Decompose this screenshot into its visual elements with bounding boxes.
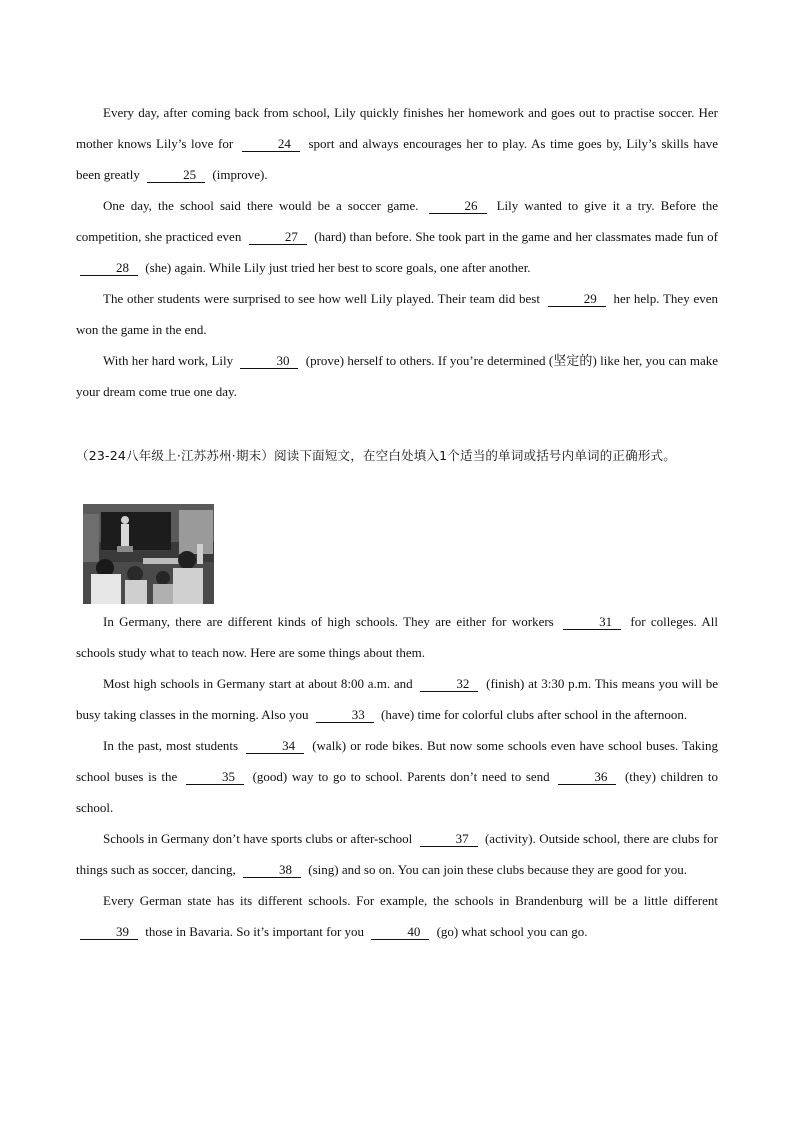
blank-34[interactable]: 34 [246, 739, 304, 754]
blank-27[interactable]: 27 [249, 230, 307, 245]
paragraph: The other students were surprised to see how well Lily played. Their team did best 29 her help. They even won the game in the end. [76, 291, 719, 337]
paragraph: Every German state has its different schools. For example, the schools in Brandenburg will be a little different 39 those in Bavaria. So it’s important for you 40 (go) what school you can go. [76, 885, 718, 947]
blank-36[interactable]: 36 [558, 770, 616, 785]
classroom-photo [83, 504, 214, 604]
blank-31[interactable]: 31 [563, 615, 621, 630]
paragraph: Most high schools in Germany start at about 8:00 a.m. and 32 (finish) at 3:30 p.m. This means you will be busy taking classes in the morning. Also you 33 (have) time for colorful clubs after school in the afternoon. [76, 676, 718, 722]
paragraph: In the past, most students 34 (walk) or rode bikes. But now some schools even have school buses. Taking school buses is the 35 (good) way to go to school. Parents don’t need to send 36 (they) children to school. [76, 738, 719, 815]
blank-29[interactable]: 29 [548, 292, 606, 307]
paragraph: With her hard work, Lily 30 (prove) herself to others. If you’re determined (坚定的) like her, you can make your dream come true one day. [76, 353, 718, 399]
paragraph: Every day, after coming back from school, Lily quickly finishes her homework and goes out to practise soccer. Her mother knows Lily’s love for 24 sport and always encourages her to play. As time goes by, Lily’s skills have been greatly 25 (improve). [76, 105, 718, 182]
blank-37[interactable]: 37 [420, 832, 478, 847]
blank-24[interactable]: 24 [242, 137, 300, 152]
blank-33[interactable]: 33 [316, 708, 374, 723]
blank-40[interactable]: 40 [371, 925, 429, 940]
blank-26[interactable]: 26 [429, 199, 487, 214]
paragraph: In Germany, there are different kinds of high schools. They are either for workers 31 for colleges. All schools study what to teach now. Here are some things about them. [76, 614, 718, 660]
blank-25[interactable]: 25 [147, 168, 205, 183]
passage-1 [76, 97, 718, 407]
paragraph: Schools in Germany don’t have sports clubs or after-school 37 (activity). Outside school, there are clubs for things such as soccer, dancing, 38 (sing) and so on. You can join these clubs because they are good for you. [76, 831, 718, 877]
blank-38[interactable]: 38 [243, 863, 301, 878]
blank-28[interactable]: 28 [80, 261, 138, 276]
classroom-photo-image [83, 504, 214, 604]
blank-30[interactable]: 30 [240, 354, 298, 369]
passage-2 [76, 606, 718, 947]
paragraph: One day, the school said there would be a soccer game. 26 Lily wanted to give it a try. Before the competition, she practiced even 27 (hard) than before. She took part in the game and her classmates made fun of 28 (she) again. While Lily just tried her best to score goals, one after another. [76, 198, 719, 275]
blank-32[interactable]: 32 [420, 677, 478, 692]
section-instruction: （23-24八年级上·江苏苏州·期末）阅读下面短文，在空白处填入1个适当的单词或括号内单词的正确形式。 [76, 448, 676, 463]
blank-39[interactable]: 39 [80, 925, 138, 940]
blank-35[interactable]: 35 [186, 770, 244, 785]
